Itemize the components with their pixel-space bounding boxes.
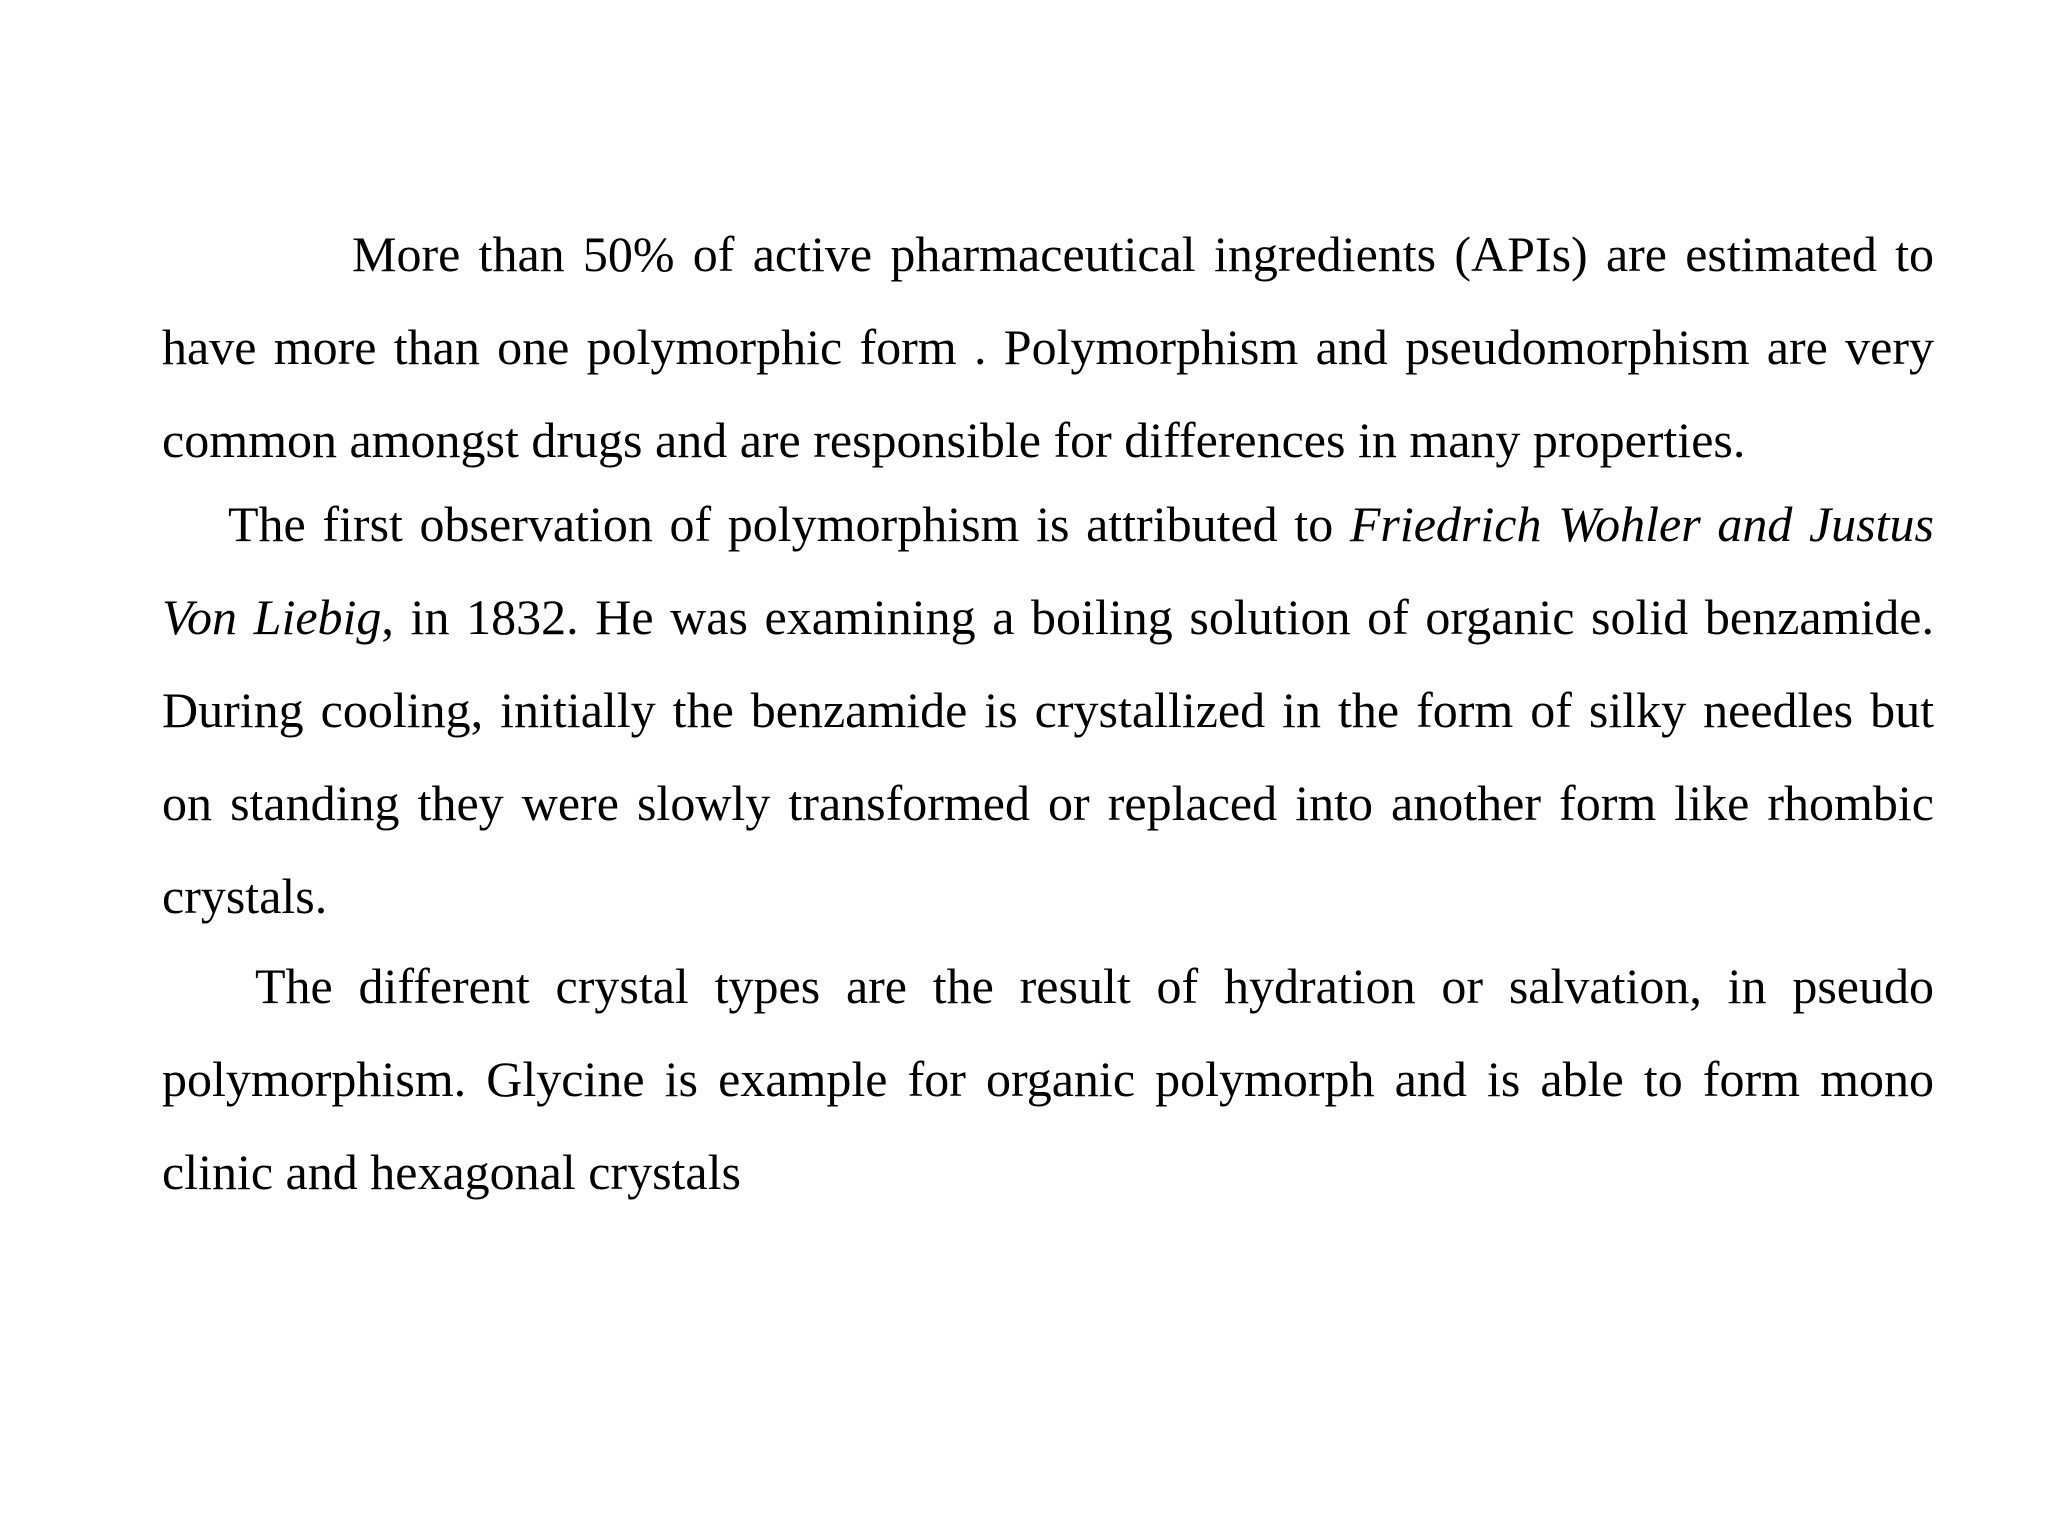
paragraph-first-observation	[162, 478, 1934, 943]
paragraph-first-observation-rest: , in 1832. He was examining a boiling solution of organic solid benzamide. During cooling, initially the benzamide is crystallized in the form of silky needles but on standing they were slowly transformed or replaced into another form like rhombic crystals.	[162, 589, 1934, 924]
body-text	[162, 208, 1934, 1219]
paragraph-polymorphic-apis: More than 50% of active pharmaceutical ingredients (APIs) are estimated to have more than one polymorphic form . Polymorphism and pseudomorphism are very common amongst drugs and are responsible for differences in many properties.	[162, 226, 1934, 468]
paragraph-crystal-types: The different crystal types are the result of hydration or salvation, in pseudo polymorphism. Glycine is example for organic polymorph and is able to form mono clinic and hexagonal crystals	[162, 958, 1934, 1200]
discoverers-names: Friedrich Wohler and Justus Von Liebig	[162, 496, 1934, 645]
paragraph-first-observation-lead: The first observation of polymorphism is attributed to	[228, 496, 1350, 552]
